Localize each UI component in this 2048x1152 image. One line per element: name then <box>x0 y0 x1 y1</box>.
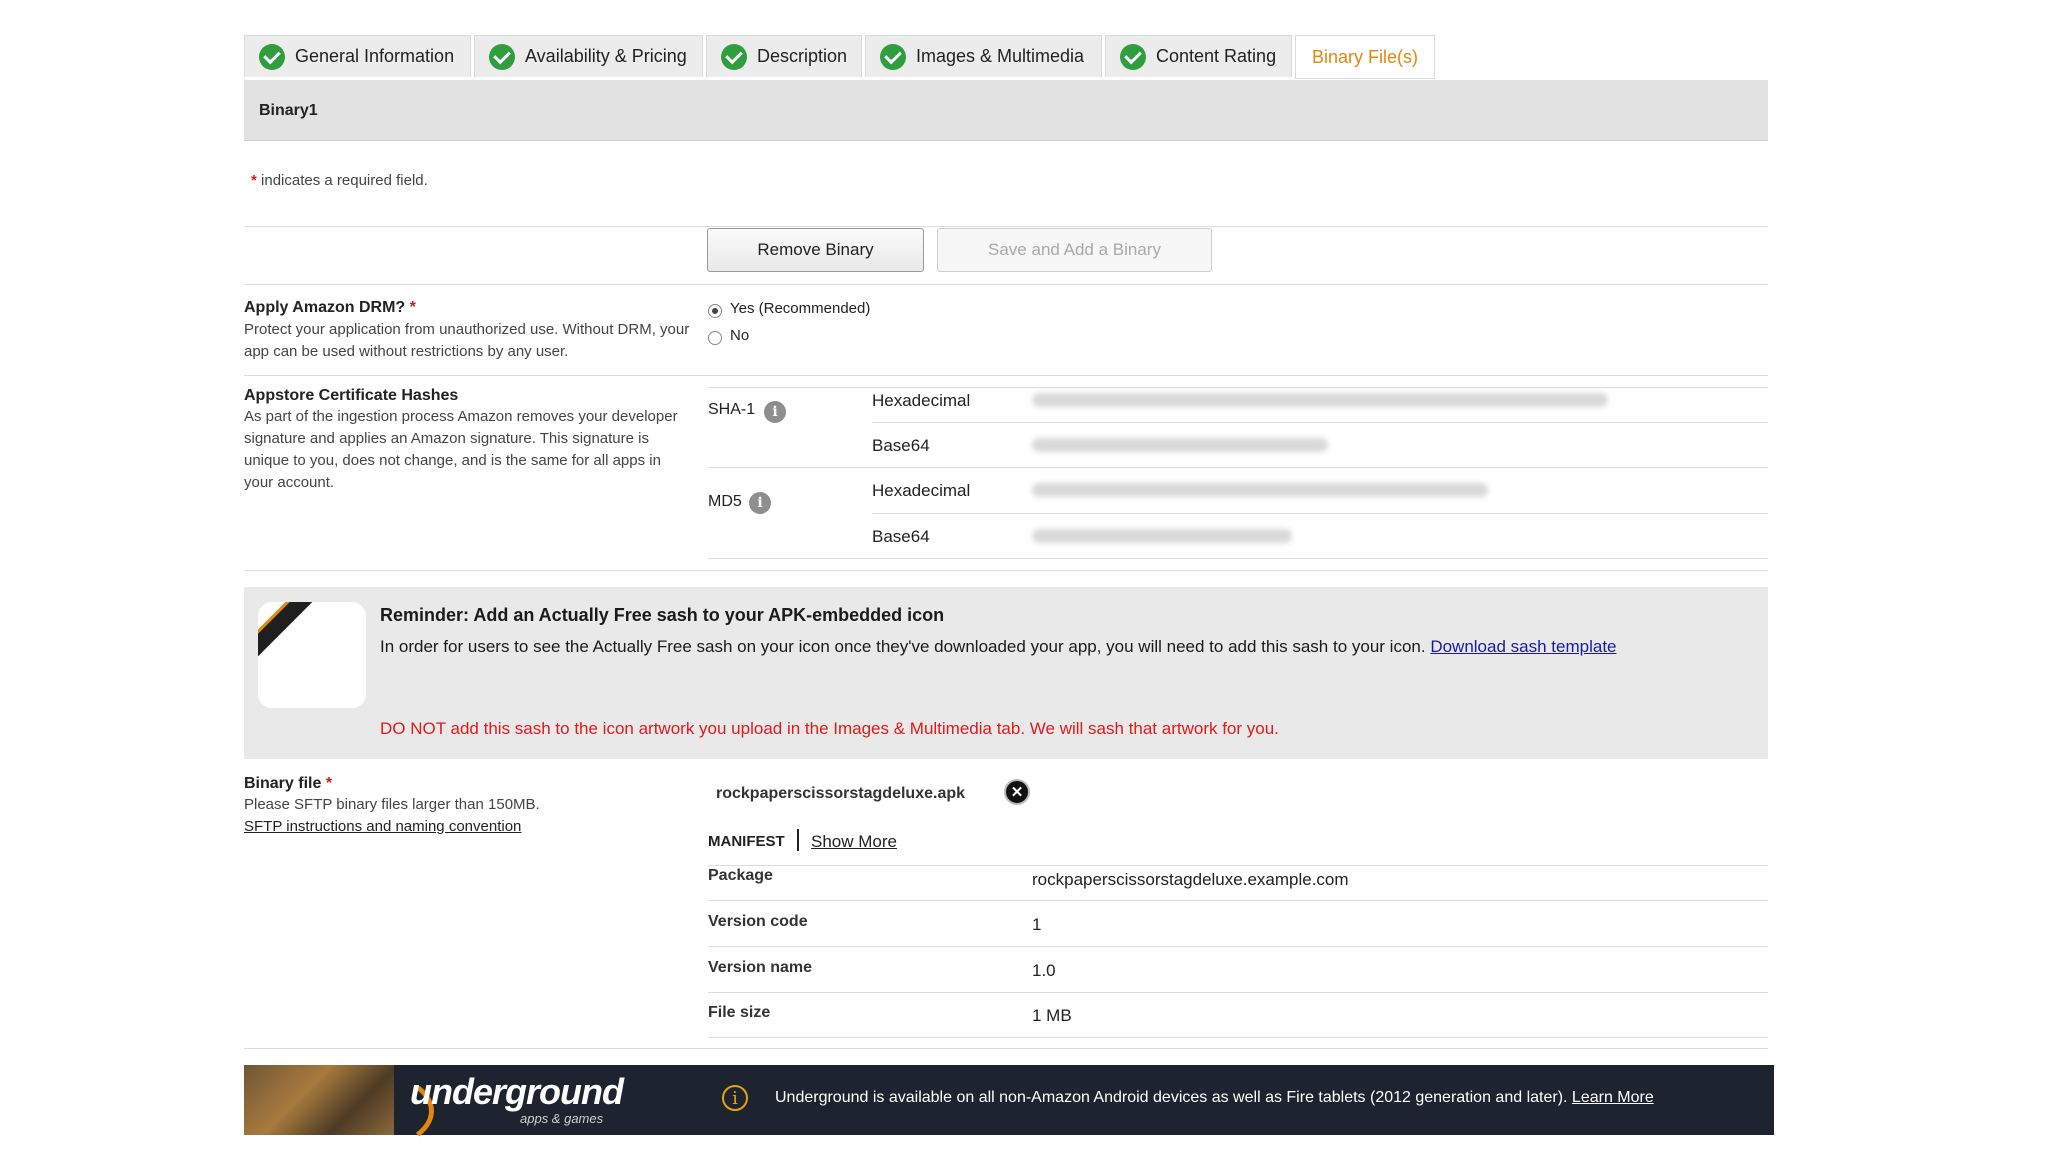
divider <box>244 284 1768 285</box>
sash-icon <box>258 602 366 708</box>
divider <box>244 226 1768 227</box>
check-icon <box>880 44 906 70</box>
reminder-body-text: In order for users to see the Actually Free sash on your icon once they've downloaded your app, you will need to add this sash to your icon. <box>380 637 1426 656</box>
drm-label-text: Apply Amazon DRM? <box>244 299 406 316</box>
required-note <box>251 172 428 189</box>
tab-label: General Information <box>295 46 455 66</box>
check-icon <box>489 44 515 70</box>
divider <box>244 375 1768 376</box>
divider <box>872 513 1768 514</box>
divider <box>872 422 1768 423</box>
binary-file-label <box>244 775 694 793</box>
sftp-instructions-link[interactable]: SFTP instructions and naming convention <box>244 818 522 835</box>
show-more-link[interactable]: Show More <box>811 832 897 851</box>
check-icon <box>259 44 285 70</box>
tab-label: Availability & Pricing <box>525 46 687 66</box>
required-note-text: indicates a required field. <box>261 172 428 189</box>
separator <box>797 829 799 851</box>
underground-banner <box>244 1065 1774 1135</box>
md5-hex-value-redacted <box>1032 483 1488 497</box>
binary-file-note: Please SFTP binary files larger than 150MB. <box>244 796 540 813</box>
banner-message-text: Underground is available on all non-Amazon Android devices as well as Fire tablets (2012 generation and later). <box>775 1089 1568 1106</box>
divider <box>708 900 1768 901</box>
reminder-warning: DO NOT add this sash to the icon artwork you upload in the Images & Multimedia tab. We will sash that artwork for you. <box>380 719 1279 738</box>
drm-label <box>244 299 694 317</box>
tab-content-rating[interactable] <box>1105 35 1292 77</box>
tab-general-information[interactable] <box>244 35 471 77</box>
manifest-row-value: 1 MB <box>1032 1006 1072 1025</box>
divider <box>708 558 1768 559</box>
drm-section <box>244 299 694 363</box>
divider <box>708 387 1768 388</box>
divider <box>708 992 1768 993</box>
sha1-b64-value-redacted <box>1032 438 1328 452</box>
required-asterisk: * <box>325 775 333 792</box>
manifest-row-value: rockpaperscissorstagdeluxe.example.com <box>1032 870 1349 889</box>
banner-message <box>775 1089 1654 1107</box>
download-sash-link[interactable] <box>1430 637 1616 656</box>
divider <box>244 570 1768 571</box>
drm-description: Protect your application from unauthorized use. Without DRM, your app can be used without restrictions by any user. <box>244 321 690 360</box>
tab-description[interactable] <box>706 35 862 77</box>
binary-filename: rockpaperscissorstagdeluxe.apk <box>716 785 966 802</box>
hashes-description: As part of the ingestion process Amazon removes your developer signature and applies an Amazon signature. This signature is unique to you, does not change, and is the same for all apps in your account. <box>244 408 678 491</box>
md5-label: MD5 <box>708 493 742 510</box>
sha1-label: SHA-1 <box>708 401 756 418</box>
drm-yes-label: Yes (Recommended) <box>730 300 871 317</box>
md5-b64-value-redacted <box>1032 529 1292 543</box>
manifest-row-label: Version name <box>708 959 813 976</box>
drm-no-label: No <box>730 327 750 344</box>
reminder-body <box>380 632 1740 661</box>
underground-logo-sub: apps & games <box>520 1111 604 1126</box>
divider <box>708 865 1768 866</box>
remove-file-icon[interactable]: ✕ <box>1004 779 1030 805</box>
drm-yes-radio[interactable] <box>708 304 722 318</box>
md5-hex-label: Hexadecimal <box>872 481 971 500</box>
binary-header <box>244 80 1768 141</box>
link-text: template <box>1551 637 1617 656</box>
divider <box>244 1048 1768 1049</box>
divider <box>708 467 1768 468</box>
binary-file-label-text: Binary file <box>244 775 322 792</box>
hashes-section <box>244 387 694 494</box>
info-icon[interactable]: i <box>749 492 771 514</box>
manifest-row-value: 1.0 <box>1032 961 1056 980</box>
manifest-row-label: Version code <box>708 913 808 930</box>
divider <box>708 1037 1768 1038</box>
reminder-title: Reminder: Add an Actually Free sash to your APK-embedded icon <box>380 605 945 625</box>
sha1-b64-label: Base64 <box>872 436 930 455</box>
divider <box>708 946 1768 947</box>
info-icon: i <box>722 1085 748 1111</box>
tab-availability-pricing[interactable] <box>474 35 703 77</box>
sha1-hex-label: Hexadecimal <box>872 391 971 410</box>
manifest-row-label: File size <box>708 1004 771 1021</box>
drm-no-radio[interactable] <box>708 331 722 345</box>
manifest-row-value: 1 <box>1032 915 1042 934</box>
check-icon <box>721 44 747 70</box>
md5-b64-label: Base64 <box>872 527 930 546</box>
tab-label: Images & Multimedia <box>916 46 1085 66</box>
tab-images-multimedia[interactable] <box>865 35 1102 77</box>
save-add-binary-button[interactable]: Save and Add a Binary <box>937 228 1212 272</box>
tab-label: Content Rating <box>1156 46 1277 66</box>
learn-more-link[interactable]: Learn More <box>1571 1089 1654 1106</box>
sha1-hex-value-redacted <box>1032 393 1608 407</box>
binary-title: Binary1 <box>259 102 318 119</box>
required-asterisk: * <box>251 172 257 189</box>
link-text: Download sash <box>1430 637 1547 656</box>
hashes-label: Appstore Certificate Hashes <box>244 387 459 404</box>
tab-label: Binary File(s) <box>1311 46 1418 67</box>
binary-file-section <box>244 775 694 838</box>
tab-binary-files[interactable] <box>1295 35 1435 79</box>
manifest-row-label: Package <box>708 867 773 884</box>
check-icon <box>1120 44 1146 70</box>
tab-label: Description <box>757 46 848 66</box>
underground-logo-text: underground <box>410 1071 623 1112</box>
info-icon[interactable]: i <box>764 401 786 423</box>
remove-binary-button[interactable]: Remove Binary <box>707 228 924 272</box>
manifest-title: MANIFEST <box>708 833 785 850</box>
tab-bar <box>244 35 1438 79</box>
required-asterisk: * <box>409 299 416 316</box>
